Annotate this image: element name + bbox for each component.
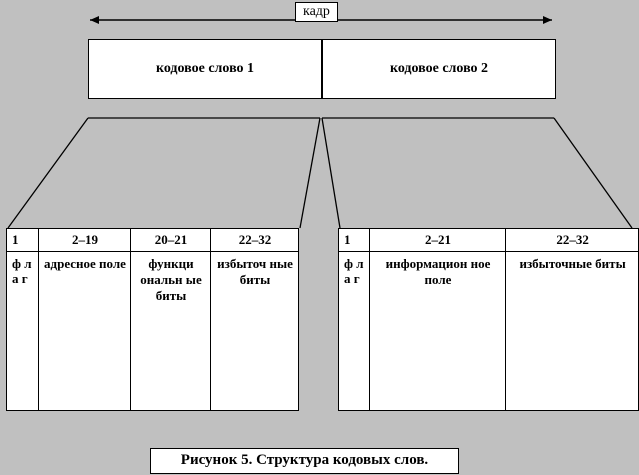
cell-information-field: информацион ное поле	[369, 252, 505, 411]
header-cell-flag: 1	[7, 229, 39, 252]
frame-label: кадр	[295, 2, 338, 22]
table-header-row	[339, 229, 639, 252]
figure-caption: Рисунок 5. Структура кодовых слов.	[150, 448, 459, 474]
codeword-2-box: кодовое слово 2	[322, 39, 556, 99]
table-header-row	[7, 229, 299, 252]
header-cell-redundant: 22–32	[506, 229, 639, 252]
header-cell-information: 2–21	[369, 229, 505, 252]
cell-redundant-bits: избыточные биты	[506, 252, 639, 411]
cell-address-field: адресное поле	[39, 252, 131, 411]
cell-flag: ф л а г	[7, 252, 39, 411]
header-cell-functional: 20–21	[131, 229, 211, 252]
table-row	[339, 252, 639, 411]
cell-flag: ф л а г	[339, 252, 370, 411]
header-cell-address: 2–19	[39, 229, 131, 252]
codeword-2-fields-table	[338, 228, 639, 411]
table-row	[7, 252, 299, 411]
codeword-1-fields-table	[6, 228, 299, 411]
cell-redundant-bits: избыточ ные биты	[211, 252, 299, 411]
header-cell-flag: 1	[339, 229, 370, 252]
codeword-1-box: кодовое слово 1	[88, 39, 322, 99]
cell-functional-bits: функци ональн ые биты	[131, 252, 211, 411]
header-cell-redundant: 22–32	[211, 229, 299, 252]
